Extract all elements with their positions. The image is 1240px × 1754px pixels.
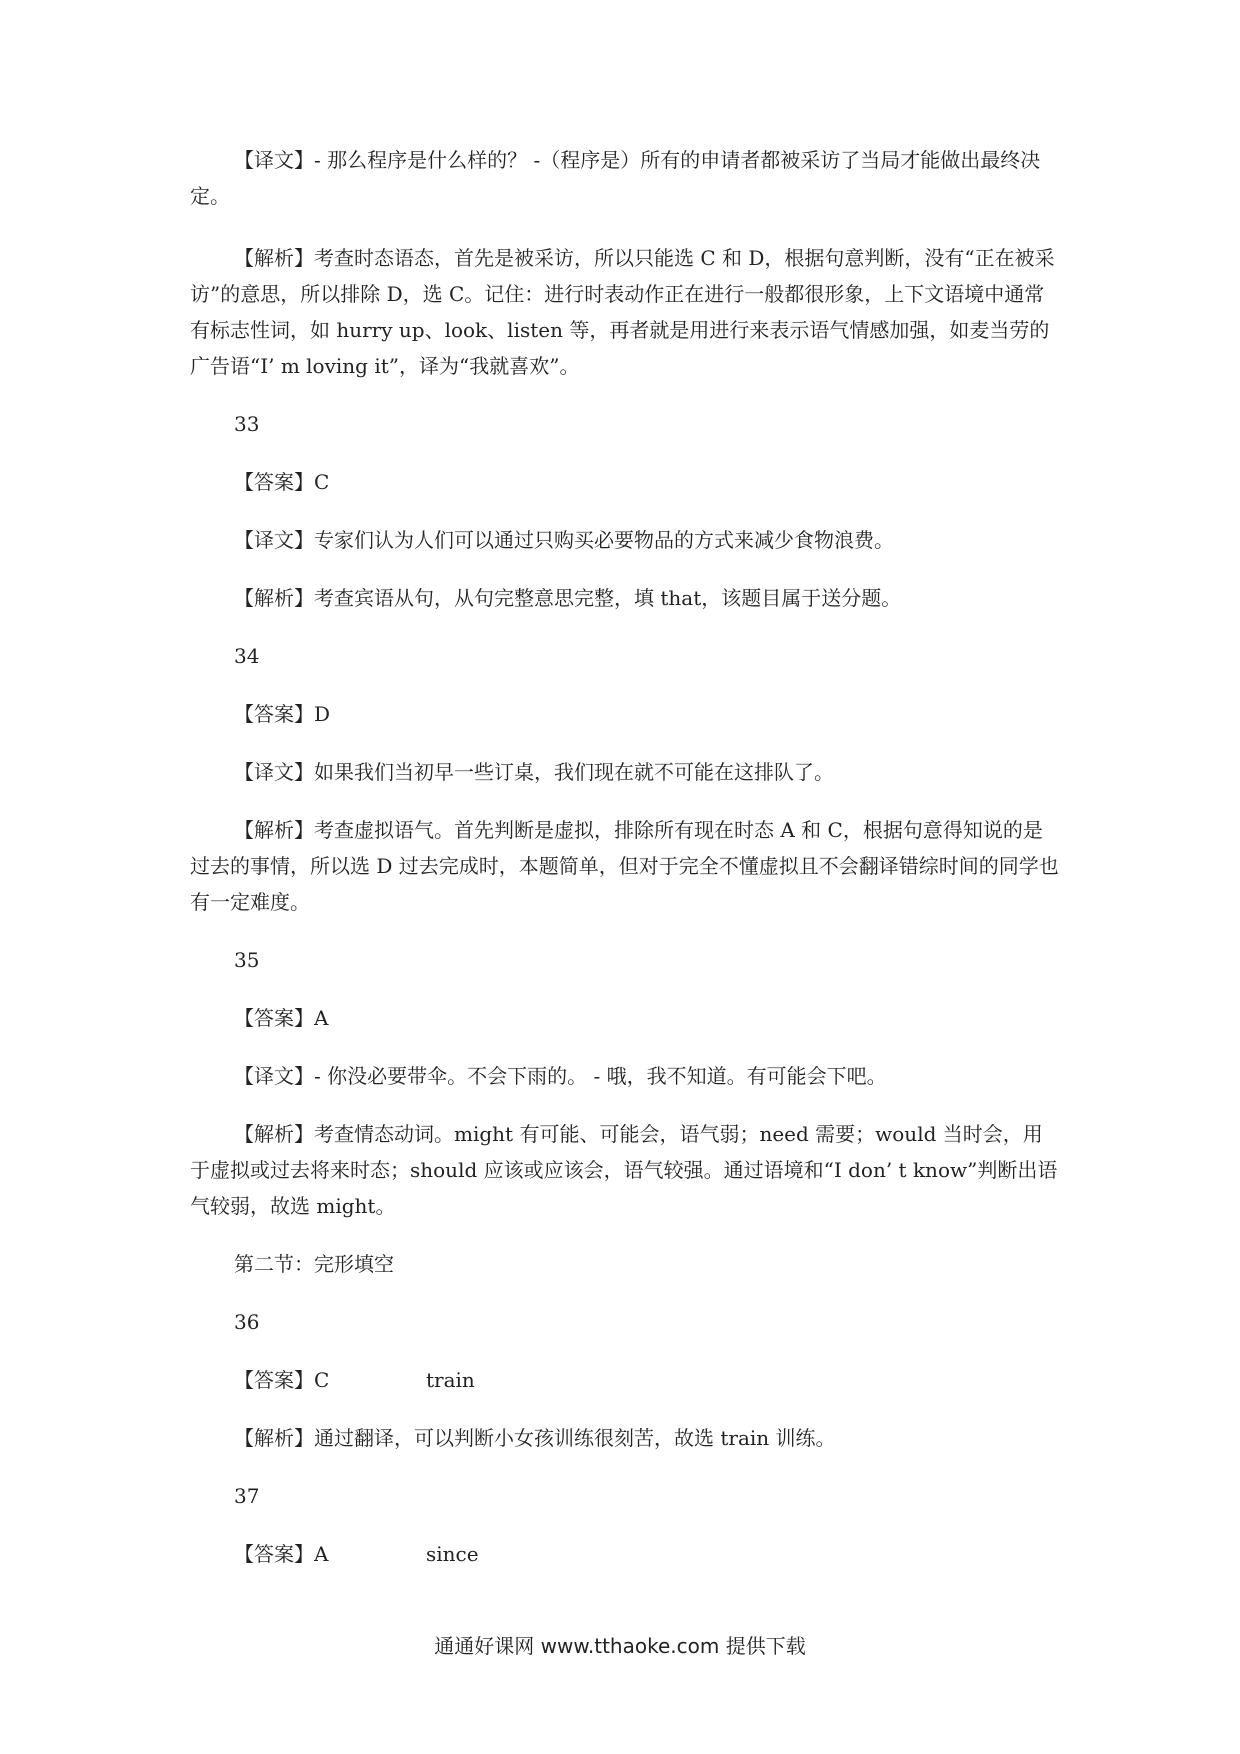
question-number: 33 [234, 412, 260, 436]
analysis-paragraph: 【解析】考查宾语从句，从句完整意思完整，填 that，该题目属于送分题。 [234, 586, 902, 610]
question-number: 36 [234, 1310, 260, 1334]
answer-line: 【答案】D [234, 702, 331, 726]
answer-line: 【答案】C [234, 470, 330, 494]
section-heading: 第二节：完形填空 [234, 1252, 394, 1276]
translation-paragraph: 【译文】专家们认为人们可以通过只购买必要物品的方式来减少食物浪费。 [234, 528, 894, 552]
analysis-paragraph: 【解析】通过翻译，可以判断小女孩训练很刻苦，故选 train 训练。 [234, 1426, 836, 1450]
page-footer: 通通好课网 www.tthaoke.com 提供下载 [434, 1634, 806, 1658]
translation-paragraph: 【译文】如果我们当初早一些订桌，我们现在就不可能在这排队了。 [234, 760, 834, 784]
answer-line: 【答案】A [234, 1006, 329, 1030]
analysis-paragraph: 【解析】考查时态语态，首先是被采访，所以只能选 C 和 D，根据句意判断，没有“正在被采访”的意思，所以排除 D，选 C。记住：进行时表动作正在进行一般都很形象，上下文语境中通常有标志性词，如 hurry up、look、listen 等，再者就是用进行来表示语气情感加强，如麦当劳的广告语“I’ m loving it”，译为“我就喜欢”。 [190, 246, 1055, 378]
answer-row [190, 1536, 1060, 1572]
answer-word: since [426, 1542, 479, 1566]
question-number: 35 [234, 948, 260, 972]
answer-line: 【答案】A [234, 1542, 329, 1566]
translation-paragraph: 【译文】- 你没必要带伞。不会下雨的。 - 哦，我不知道。有可能会下吧。 [234, 1064, 887, 1088]
question-number: 34 [234, 644, 260, 668]
answer-line: 【答案】C [234, 1368, 330, 1392]
analysis-paragraph: 【解析】考查虚拟语气。首先判断是虚拟，排除所有现在时态 A 和 C，根据句意得知说的是过去的事情，所以选 D 过去完成时，本题简单，但对于完全不懂虚拟且不会翻译错综时间的同学也有一定难度。 [190, 818, 1059, 914]
answer-word: train [426, 1368, 475, 1392]
question-number: 37 [234, 1484, 260, 1508]
translation-paragraph: 【译文】- 那么程序是什么样的？ -（程序是）所有的申请者都被采访了当局才能做出最终决定。 [190, 148, 1041, 208]
answer-row [190, 1362, 1060, 1398]
analysis-paragraph: 【解析】考查情态动词。might 有可能、可能会，语气弱；need 需要；would 当时会，用于虚拟或过去将来时态；should 应该或应该会，语气较强。通过语境和“I don’ t know”判断出语气较弱，故选 might。 [190, 1122, 1058, 1218]
document-body [190, 142, 1060, 1572]
